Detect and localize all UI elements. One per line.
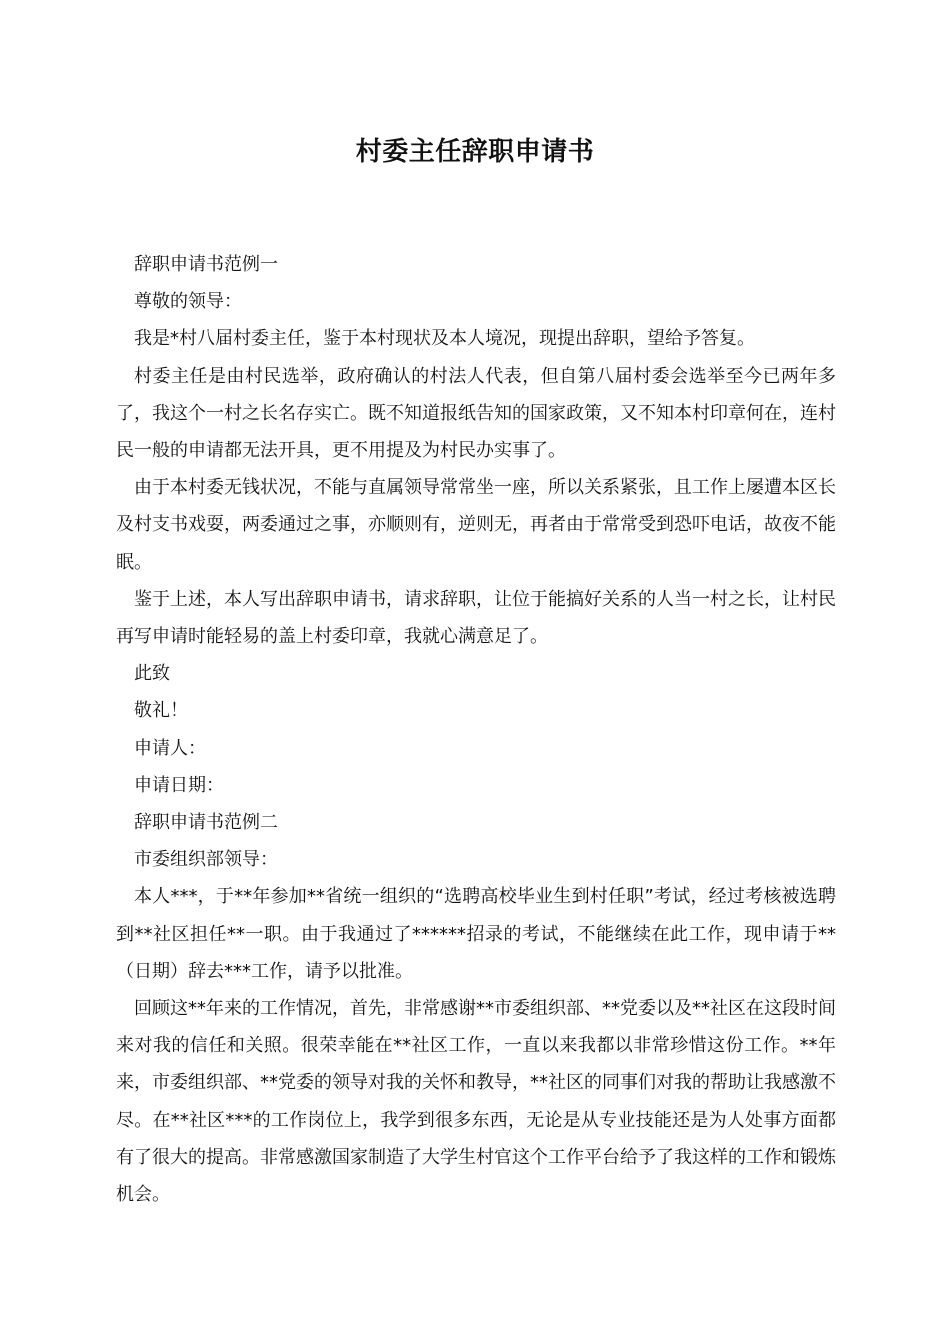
salutation: 尊敬的领导： <box>134 291 242 313</box>
paragraph-intro: 我是*村八届村委主任，鉴于本村现状及本人境况，现提出辞职，望给予答复。 <box>134 328 755 350</box>
example-two-heading: 辞职申请书范例二 <box>134 812 278 834</box>
paragraph-background: 村委主任是由村民选举，政府确认的村法人代表，但自第八届村委会选举至今已两年多了，我这个一村之长名存实亡。既不知道报纸告知的国家政策，又不知本村印章何在，连村民一般的申请都无法开具，更不用提及为村民办实事了。 <box>116 365 836 462</box>
paragraph-request: 鉴于上述，本人写出辞职申请书，请求辞职，让位于能搞好关系的人当一村之长，让村民再写申请时能轻易的盖上村委印章，我就心满意足了。 <box>116 588 836 648</box>
salutation-two: 市委组织部领导： <box>134 849 278 871</box>
closing-cizhi: 此致 <box>134 663 170 685</box>
application-date-line: 申请日期： <box>134 774 224 796</box>
applicant-line: 申请人： <box>134 737 206 759</box>
example-one-heading: 辞职申请书范例一 <box>134 254 278 275</box>
document-title: 村委主任辞职申请书 <box>355 137 595 167</box>
paragraph-two-review: 回顾这**年来的工作情况，首先，非常感谢**市委组织部、**党委以及**社区在这段时间来对我的信任和关照。很荣幸能在**社区工作，一直以来我都以非常珍惜这份工作。**年来，市委组织部、**党委的领导对我的关怀和教导，**社区的同事们对我的帮助让我感激不尽。在**社区***的工作岗位上，我学到很多东西，无论是从专业技能还是为人处事方面都有了很大的提高。非常感激国家制造了大学生村官这个工作平台给予了我这样的工作和锻炼机会。 <box>116 998 836 1206</box>
document-body <box>116 246 836 1213</box>
closing-jingli: 敬礼！ <box>134 700 188 722</box>
paragraph-reasons: 由于本村委无钱状况，不能与直属领导常常坐一座，所以关系紧张，且工作上屡遭本区长及村支书戏耍，两委通过之事，亦顺则有，逆则无，再者由于常常受到恐吓电话，故夜不能眠。 <box>116 477 836 573</box>
paragraph-two-intro: 本人***，于**年参加**省统一组织的“选聘高校毕业生到村任职”考试，经过考核被选聘到**社区担任**一职。由于我通过了******招录的考试，不能继续在此工作，现申请于**（日期）辞去***工作，请予以批准。 <box>116 886 836 982</box>
